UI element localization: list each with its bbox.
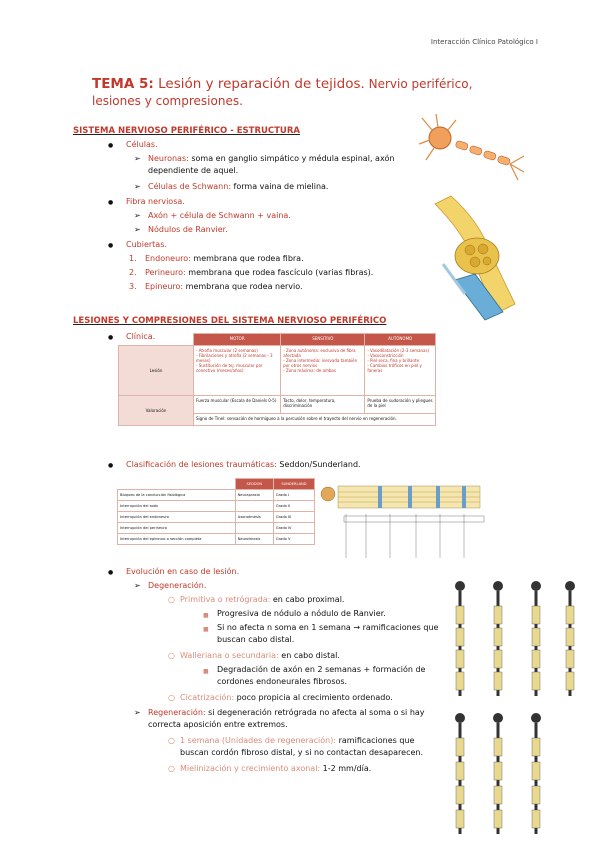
term-cicatrizacion: Cicatrización: — [180, 693, 235, 702]
term-epineuro: Epineuro: — [145, 282, 184, 291]
table-cell — [235, 523, 273, 534]
text-walleriana: en cabo distal. — [278, 651, 340, 660]
list-item-clasificacion — [126, 459, 361, 470]
list-item-endoneuro: 1. Endoneuro: membrana que rodea fibra. — [129, 254, 304, 263]
text-neuronas-2: dependiente de aquel. — [148, 166, 239, 175]
title-main: Lesión y reparación de tejidos. — [153, 76, 365, 92]
section-heading-lesiones: LESIONES Y COMPRESIONES DEL SISTEMA NERVIOSO PERIFÉRICO — [73, 316, 387, 326]
text-primitiva: en cabo proximal. — [270, 595, 345, 604]
term-semana: 1 semana (Unidades de regeneración): — [180, 736, 337, 745]
table-cell: Bloqueo de la conducción fisiológica — [118, 490, 236, 501]
text-schwann: forma vaina de mielina. — [231, 182, 329, 191]
table-header: SUNDERLAND — [273, 479, 314, 490]
list-item-nodulos: ➢ Nódulos de Ranvier. — [148, 224, 228, 235]
table-cell: Grado I — [273, 490, 314, 501]
table-cell: Tacto, dolor, temperatura, discriminación — [281, 396, 365, 414]
term-clasificacion: Clasificación de lesiones traumáticas: — [126, 460, 277, 469]
list-item-epineuro: 3. Epineuro: membrana que rodea nervio. — [129, 282, 303, 291]
text-regeneracion-2: correcta aposición entre extremos. — [148, 720, 288, 729]
term-walleriana: Walleriana o secundaria: — [180, 651, 279, 660]
table-note: Signo de Tinel: sensación de hormigueo a la percusión sobre el trayecto del nervio en regeneración. — [194, 414, 436, 426]
list-item-primitiva — [180, 594, 344, 605]
list-item-clinica: ● Clínica. — [126, 331, 155, 342]
text-perineuro: membrana que rodea fascículo (varias fibras). — [185, 268, 374, 277]
term-endoneuro: Endoneuro: — [145, 254, 191, 263]
list-item-neuronas — [148, 153, 394, 164]
title-sub2: lesiones y compresiones. — [92, 94, 243, 108]
table-cell: Grado IV — [273, 523, 314, 534]
term-neuronas: Neuronas: — [148, 154, 189, 163]
list-item-regeneracion — [148, 707, 425, 718]
text-degradacion-2: cordones endoneurales fibrosos. — [217, 677, 348, 686]
page-header: Interacción Clínico Patológico I — [430, 38, 538, 46]
table-header: AUTÓNOMO — [365, 334, 436, 346]
table-cell: Grado II — [273, 501, 314, 512]
text-neuronas: soma en ganglio simpático y médula espinal, axón — [188, 154, 395, 163]
clinica-table — [118, 333, 436, 426]
section-heading-estructura: SISTEMA NERVIOSO PERIFÉRICO - ESTRUCTURA — [73, 126, 300, 136]
title-sub1: Nervio periférico, — [364, 77, 473, 91]
neuron-illustration — [418, 110, 528, 192]
table-cell: Neurapraxia — [235, 490, 273, 501]
text-cicatrizacion: poco propicia al crecimiento ordenado. — [234, 693, 393, 702]
row-label-lesion: Lesión — [119, 346, 194, 396]
text-mielinizacion: 1-2 mm/día. — [320, 764, 372, 773]
term-schwann: Células de Schwann: — [148, 182, 232, 191]
list-item-si-no-afecta: ■ Si no afecta n soma en 1 semana → ramificaciones que — [217, 622, 438, 633]
list-item-cubiertas: ● Cubiertas. — [126, 239, 167, 250]
table-cell: Grado III — [273, 512, 314, 523]
table-cell: Neurotmesis — [235, 534, 273, 545]
list-item-celulas: ● Células. — [126, 139, 158, 150]
list-item-schwann — [148, 181, 328, 192]
term-primitiva: Primitiva o retrógrada: — [180, 595, 271, 604]
nerve-structure-illustration — [425, 194, 525, 322]
text-clasificacion: Seddon/Sunderland. — [276, 460, 361, 469]
list-item-degradacion: ■ Degradación de axón en 2 semanas + formación de — [217, 664, 425, 675]
list-item-evolucion: ● Evolución en caso de lesión. — [126, 566, 239, 577]
table-header: MOTOR — [194, 334, 281, 346]
table-cell: Interrupción del perineuro — [118, 523, 236, 534]
text-regeneracion: si degeneración retrógrada no afecta al soma o si hay — [205, 708, 425, 717]
list-item-mielinizacion — [180, 763, 371, 774]
list-item-semana — [180, 735, 414, 746]
term-perineuro: Perineuro: — [145, 268, 186, 277]
text-epineuro: membrana que rodea nervio. — [183, 282, 303, 291]
table-header: SENSITIVO — [281, 334, 365, 346]
text-si-no-afecta-2: buscan cabo distal. — [217, 635, 295, 644]
table-corner — [119, 334, 194, 346]
table-cell: - Atrofia muscular (2 semanas) - Fibrilaciones y atrofia (2 semanas - 3 meses) - Sustitución de tej. muscular por conectivo (meses/años) — [194, 346, 281, 396]
table-cell: Prueba de sudoración y pliegues de la piel — [365, 396, 436, 414]
list-item-fibra: ● Fibra nerviosa. — [126, 196, 185, 207]
text-endoneuro: membrana que rodea fibra. — [190, 254, 304, 263]
table-cell: - Vasodilatación (2-3 semanas) - Vasoconstricción - Piel seca, fina y brillante - Cambios tróficos en piel y faneras — [365, 346, 436, 396]
list-item-cicatrizacion — [180, 692, 393, 703]
text-semana-2: buscan cordón fibroso distal, y si no contactan desaparecen. — [180, 748, 423, 757]
term-mielinizacion: Mielinización y crecimiento axonal: — [180, 764, 321, 773]
table-header — [118, 479, 236, 490]
table-cell — [235, 501, 273, 512]
table-cell: Interrupción del epineuro o sección completa — [118, 534, 236, 545]
text-semana: ramificaciones que — [336, 736, 415, 745]
list-item-axon: ➢ Axón + célula de Schwann + vaina. — [148, 210, 291, 221]
nerve-degeneration-illustration — [440, 576, 588, 838]
table-cell: Grado V — [273, 534, 314, 545]
list-item-progresiva: ■ Progresiva de nódulo a nódulo de Ranvier. — [217, 608, 386, 619]
page-title — [92, 76, 472, 110]
table-header: SEDDON — [235, 479, 273, 490]
list-item-perineuro: 2. Perineuro: membrana que rodea fascículo (varias fibras). — [129, 268, 374, 277]
list-item-degeneracion: ➢ Degeneración. — [148, 580, 206, 591]
table-cell: Interrupción del endoneuro — [118, 512, 236, 523]
title-tema: TEMA 5: — [92, 76, 154, 92]
lesion-degree-diagram — [318, 474, 486, 566]
table-cell: Interrupción del axón — [118, 501, 236, 512]
table-cell: Fuerza muscular (Escala de Daniels 0-5) — [194, 396, 281, 414]
table-cell: Axonotmesis — [235, 512, 273, 523]
term-regeneracion: Regeneración: — [148, 708, 206, 717]
table-cell: - Zona autónoma: exclusiva de fibra afectada - Zona intermedia: inervada también por otros nervios - Zona máxima: de ambas — [281, 346, 365, 396]
row-label-valoracion: Valoración — [119, 396, 194, 426]
list-item-walleriana — [180, 650, 340, 661]
classification-table — [117, 478, 315, 545]
